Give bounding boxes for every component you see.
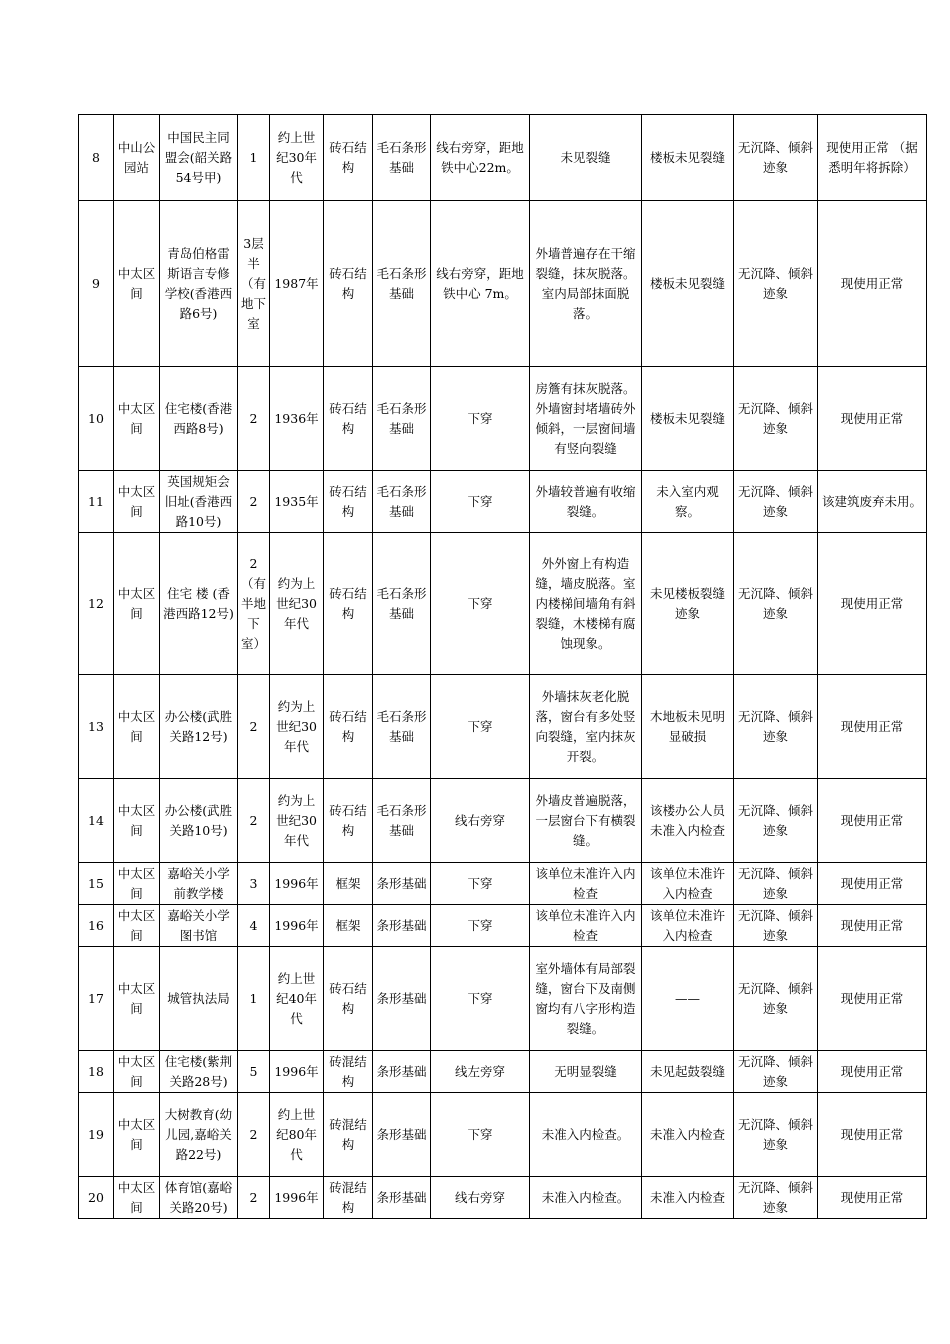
cell-floors: 2 xyxy=(238,675,270,779)
table-row xyxy=(79,863,927,905)
cell-usage-status: 现使用正常 xyxy=(818,1093,927,1177)
cell-foundation: 条形基础 xyxy=(373,863,431,905)
cell-structure: 砖石结构 xyxy=(324,779,373,863)
cell-structure: 砖石结构 xyxy=(324,367,373,471)
cell-building-name: 办公楼(武胜关路10号) xyxy=(160,779,238,863)
cell-foundation: 毛石条形基础 xyxy=(373,779,431,863)
cell-section: 中太区间 xyxy=(114,947,160,1051)
cell-settlement: 无沉降、倾斜迹象 xyxy=(734,1093,818,1177)
cell-floor-condition: —— xyxy=(642,947,734,1051)
cell-build-year: 约为上世纪30年代 xyxy=(270,779,324,863)
cell-settlement: 无沉降、倾斜迹象 xyxy=(734,115,818,201)
cell-settlement: 无沉降、倾斜迹象 xyxy=(734,1051,818,1093)
cell-floor-condition: 未准入内检查 xyxy=(642,1093,734,1177)
cell-position-relation: 下穿 xyxy=(431,905,530,947)
cell-build-year: 1996年 xyxy=(270,1177,324,1219)
table-body xyxy=(79,115,927,1219)
cell-floors: 4 xyxy=(238,905,270,947)
cell-floor-condition: 该楼办公人员未准入内检查 xyxy=(642,779,734,863)
cell-building-name: 中国民主同盟会(韶关路54号甲) xyxy=(160,115,238,201)
cell-foundation: 毛石条形基础 xyxy=(373,201,431,367)
cell-building-name: 住宅楼(香港西路8号) xyxy=(160,367,238,471)
cell-floors: 3层半（有地下室 xyxy=(238,201,270,367)
cell-wall-condition: 未见裂缝 xyxy=(530,115,642,201)
cell-structure: 砖混结构 xyxy=(324,1051,373,1093)
cell-building-name: 住宅楼(紫荆关路28号) xyxy=(160,1051,238,1093)
cell-settlement: 无沉降、倾斜迹象 xyxy=(734,863,818,905)
cell-usage-status: 现使用正常 xyxy=(818,675,927,779)
cell-floor-condition: 未入室内观察。 xyxy=(642,471,734,533)
cell-build-year: 约为上世纪30年代 xyxy=(270,533,324,675)
table-row xyxy=(79,1177,927,1219)
cell-settlement: 无沉降、倾斜迹象 xyxy=(734,1177,818,1219)
cell-position-relation: 下穿 xyxy=(431,533,530,675)
cell-index: 11 xyxy=(79,471,114,533)
cell-structure: 砖石结构 xyxy=(324,947,373,1051)
cell-usage-status: 现使用正常 xyxy=(818,367,927,471)
cell-section: 中太区间 xyxy=(114,905,160,947)
table-row xyxy=(79,201,927,367)
cell-building-name: 办公楼(武胜关路12号) xyxy=(160,675,238,779)
table-row xyxy=(79,367,927,471)
cell-position-relation: 线右旁穿，距地铁中心22m。 xyxy=(431,115,530,201)
cell-floors: 3 xyxy=(238,863,270,905)
cell-position-relation: 线左旁穿 xyxy=(431,1051,530,1093)
cell-index: 14 xyxy=(79,779,114,863)
cell-foundation: 条形基础 xyxy=(373,1051,431,1093)
cell-building-name: 英国规矩会旧址(香港西路10号) xyxy=(160,471,238,533)
cell-wall-condition: 外外窗上有构造缝，墙皮脱落。室内楼梯间墙角有斜裂缝，木楼梯有腐蚀现象。 xyxy=(530,533,642,675)
cell-floor-condition: 楼板未见裂缝 xyxy=(642,367,734,471)
cell-section: 中太区间 xyxy=(114,533,160,675)
cell-settlement: 无沉降、倾斜迹象 xyxy=(734,905,818,947)
cell-index: 13 xyxy=(79,675,114,779)
cell-usage-status: 现使用正常 （据悉明年将拆除） xyxy=(818,115,927,201)
cell-section: 中太区间 xyxy=(114,779,160,863)
cell-wall-condition: 该单位未准许入内检查 xyxy=(530,905,642,947)
cell-settlement: 无沉降、倾斜迹象 xyxy=(734,675,818,779)
cell-position-relation: 下穿 xyxy=(431,367,530,471)
cell-building-name: 住宅 楼 (香港西路12号) xyxy=(160,533,238,675)
cell-position-relation: 下穿 xyxy=(431,863,530,905)
cell-usage-status: 现使用正常 xyxy=(818,533,927,675)
cell-position-relation: 线右旁穿 xyxy=(431,779,530,863)
cell-index: 16 xyxy=(79,905,114,947)
cell-building-name: 嘉峪关小学前教学楼 xyxy=(160,863,238,905)
cell-usage-status: 现使用正常 xyxy=(818,905,927,947)
cell-floors: 2 xyxy=(238,367,270,471)
cell-index: 15 xyxy=(79,863,114,905)
cell-floor-condition: 楼板未见裂缝 xyxy=(642,115,734,201)
cell-settlement: 无沉降、倾斜迹象 xyxy=(734,367,818,471)
cell-floor-condition: 该单位未准许入内检查 xyxy=(642,863,734,905)
cell-floor-condition: 木地板未见明显破损 xyxy=(642,675,734,779)
cell-section: 中太区间 xyxy=(114,1093,160,1177)
cell-structure: 砖石结构 xyxy=(324,471,373,533)
cell-wall-condition: 室外墙体有局部裂缝，窗台下及南侧窗均有八字形构造裂缝。 xyxy=(530,947,642,1051)
cell-foundation: 条形基础 xyxy=(373,905,431,947)
cell-usage-status: 该建筑废弃未用。 xyxy=(818,471,927,533)
table-row xyxy=(79,1093,927,1177)
cell-index: 19 xyxy=(79,1093,114,1177)
cell-structure: 砖混结构 xyxy=(324,1177,373,1219)
cell-wall-condition: 未准入内检查。 xyxy=(530,1177,642,1219)
cell-build-year: 1936年 xyxy=(270,367,324,471)
cell-build-year: 1987年 xyxy=(270,201,324,367)
cell-floor-condition: 未见起鼓裂缝 xyxy=(642,1051,734,1093)
cell-structure: 框架 xyxy=(324,905,373,947)
cell-usage-status: 现使用正常 xyxy=(818,779,927,863)
cell-floors: 2 xyxy=(238,779,270,863)
cell-wall-condition: 房簷有抹灰脱落。外墙窗封堵墙砖外倾斜，一层窗间墙有竖向裂缝 xyxy=(530,367,642,471)
cell-settlement: 无沉降、倾斜迹象 xyxy=(734,471,818,533)
cell-wall-condition: 外墙抹灰老化脱落，窗台有多处竖向裂缝，室内抹灰开裂。 xyxy=(530,675,642,779)
table-row xyxy=(79,947,927,1051)
cell-foundation: 条形基础 xyxy=(373,1177,431,1219)
cell-foundation: 毛石条形基础 xyxy=(373,533,431,675)
table-row xyxy=(79,1051,927,1093)
cell-index: 20 xyxy=(79,1177,114,1219)
cell-section: 中太区间 xyxy=(114,675,160,779)
cell-building-name: 青岛伯格雷斯语言专修学校(香港西路6号) xyxy=(160,201,238,367)
table-row xyxy=(79,471,927,533)
cell-wall-condition: 外墙较普遍有收缩裂缝。 xyxy=(530,471,642,533)
cell-usage-status: 现使用正常 xyxy=(818,947,927,1051)
cell-settlement: 无沉降、倾斜迹象 xyxy=(734,533,818,675)
cell-index: 17 xyxy=(79,947,114,1051)
cell-floor-condition: 该单位未准许入内检查 xyxy=(642,905,734,947)
cell-foundation: 毛石条形基础 xyxy=(373,471,431,533)
cell-wall-condition: 未准入内检查。 xyxy=(530,1093,642,1177)
cell-usage-status: 现使用正常 xyxy=(818,1177,927,1219)
cell-section: 中太区间 xyxy=(114,1051,160,1093)
cell-settlement: 无沉降、倾斜迹象 xyxy=(734,779,818,863)
cell-structure: 砖石结构 xyxy=(324,115,373,201)
cell-build-year: 约为上世纪30年代 xyxy=(270,675,324,779)
cell-wall-condition: 外墙普遍存在干缩裂缝，抹灰脱落。室内局部抹面脱落。 xyxy=(530,201,642,367)
cell-structure: 砖石结构 xyxy=(324,675,373,779)
cell-floor-condition: 楼板未见裂缝 xyxy=(642,201,734,367)
building-survey-table xyxy=(78,114,927,1219)
cell-usage-status: 现使用正常 xyxy=(818,1051,927,1093)
cell-position-relation: 下穿 xyxy=(431,675,530,779)
cell-index: 8 xyxy=(79,115,114,201)
cell-section: 中太区间 xyxy=(114,1177,160,1219)
cell-floors: 5 xyxy=(238,1051,270,1093)
cell-floors: 2（有半地下室） xyxy=(238,533,270,675)
cell-build-year: 约上世纪80年代 xyxy=(270,1093,324,1177)
cell-section: 中山公园站 xyxy=(114,115,160,201)
cell-building-name: 大树教育(幼儿园,嘉峪关路22号) xyxy=(160,1093,238,1177)
table-row xyxy=(79,779,927,863)
cell-settlement: 无沉降、倾斜迹象 xyxy=(734,947,818,1051)
cell-index: 10 xyxy=(79,367,114,471)
cell-structure: 框架 xyxy=(324,863,373,905)
cell-wall-condition: 该单位未准许入内检查 xyxy=(530,863,642,905)
cell-usage-status: 现使用正常 xyxy=(818,863,927,905)
cell-position-relation: 线右旁穿，距地铁中心 7m。 xyxy=(431,201,530,367)
cell-index: 18 xyxy=(79,1051,114,1093)
cell-build-year: 1935年 xyxy=(270,471,324,533)
cell-section: 中太区间 xyxy=(114,471,160,533)
cell-structure: 砖石结构 xyxy=(324,533,373,675)
cell-build-year: 1996年 xyxy=(270,863,324,905)
cell-position-relation: 下穿 xyxy=(431,1093,530,1177)
cell-floor-condition: 未见楼板裂缝迹象 xyxy=(642,533,734,675)
cell-index: 9 xyxy=(79,201,114,367)
cell-position-relation: 下穿 xyxy=(431,471,530,533)
cell-floors: 1 xyxy=(238,947,270,1051)
cell-foundation: 条形基础 xyxy=(373,947,431,1051)
table-row xyxy=(79,115,927,201)
cell-floors: 2 xyxy=(238,471,270,533)
cell-build-year: 约上世纪30年代 xyxy=(270,115,324,201)
cell-position-relation: 下穿 xyxy=(431,947,530,1051)
cell-section: 中太区间 xyxy=(114,863,160,905)
cell-foundation: 毛石条形基础 xyxy=(373,675,431,779)
cell-building-name: 嘉峪关小学图书馆 xyxy=(160,905,238,947)
cell-position-relation: 线右旁穿 xyxy=(431,1177,530,1219)
cell-section: 中太区间 xyxy=(114,201,160,367)
cell-floor-condition: 未准入内检查 xyxy=(642,1177,734,1219)
cell-foundation: 条形基础 xyxy=(373,1093,431,1177)
cell-build-year: 约上世纪40年代 xyxy=(270,947,324,1051)
cell-floors: 2 xyxy=(238,1093,270,1177)
cell-structure: 砖混结构 xyxy=(324,1093,373,1177)
cell-settlement: 无沉降、倾斜迹象 xyxy=(734,201,818,367)
cell-floors: 1 xyxy=(238,115,270,201)
table-row xyxy=(79,675,927,779)
cell-build-year: 1996年 xyxy=(270,1051,324,1093)
cell-foundation: 毛石条形基础 xyxy=(373,367,431,471)
table-row xyxy=(79,533,927,675)
cell-building-name: 城管执法局 xyxy=(160,947,238,1051)
cell-building-name: 体育馆(嘉峪关路20号) xyxy=(160,1177,238,1219)
cell-usage-status: 现使用正常 xyxy=(818,201,927,367)
table-row xyxy=(79,905,927,947)
cell-build-year: 1996年 xyxy=(270,905,324,947)
cell-foundation: 毛石条形基础 xyxy=(373,115,431,201)
cell-wall-condition: 外墙皮普遍脱落，一层窗台下有横裂缝。 xyxy=(530,779,642,863)
cell-section: 中太区间 xyxy=(114,367,160,471)
cell-structure: 砖石结构 xyxy=(324,201,373,367)
cell-floors: 2 xyxy=(238,1177,270,1219)
cell-wall-condition: 无明显裂缝 xyxy=(530,1051,642,1093)
cell-index: 12 xyxy=(79,533,114,675)
